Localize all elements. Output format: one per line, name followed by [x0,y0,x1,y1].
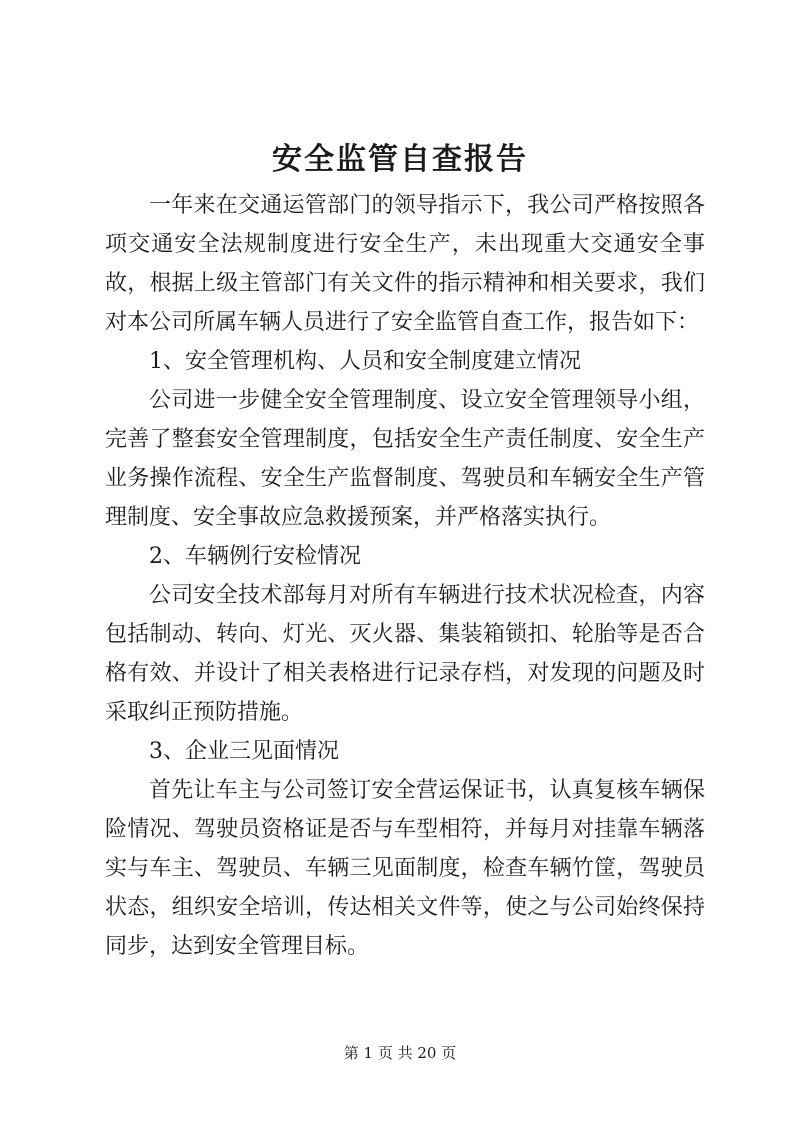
section-paragraph-1: 公司进一步健全安全管理制度、设立安全管理领导小组，完善了整套安全管理制度，包括安全生产责任制度、安全生产业务操作流程、安全生产监督制度、驾驶员和车辆安全生产管理制度、安全事故应急救援预案，并严格落实执行。 [105,388,705,530]
section-paragraph-3: 首先让车主与公司签订安全营运保证书，认真复核车辆保险情况、驾驶员资格证是否与车型相符，并每月对挂靠车辆落实与车主、驾驶员、车辆三见面制度，检查车辆竹筐，驾驶员状态，组织安全培训，传达相关文件等，使之与公司始终保持同步，达到安全管理目标。 [105,778,705,959]
document-body [105,186,705,966]
page-number-footer: 第 1 页 共 20 页 [343,1044,457,1062]
section-heading-3: 3、企业三见面情况 [149,739,339,764]
intro-paragraph: 一年来在交通运管部门的领导指示下，我公司严格按照各项交通安全法规制度进行安全生产，未出现重大交通安全事故，根据上级主管部门有关文件的指示精神和相关要求，我们对本公司所属车辆人员进行了安全监管自查工作，报告如下： [105,193,705,335]
section-paragraph-2: 公司安全技术部每月对所有车辆进行技术状况检查，内容包括制动、转向、灯光、灭火器、集装箱锁扣、轮胎等是否合格有效、并设计了相关表格进行记录存档，对发现的问题及时采取纠正预防措施。 [105,583,705,725]
section-heading-1: 1、安全管理机构、人员和安全制度建立情况 [149,349,581,374]
document-title: 安全监管自查报告 [272,142,528,177]
section-heading-2: 2、车辆例行安检情况 [149,544,361,569]
